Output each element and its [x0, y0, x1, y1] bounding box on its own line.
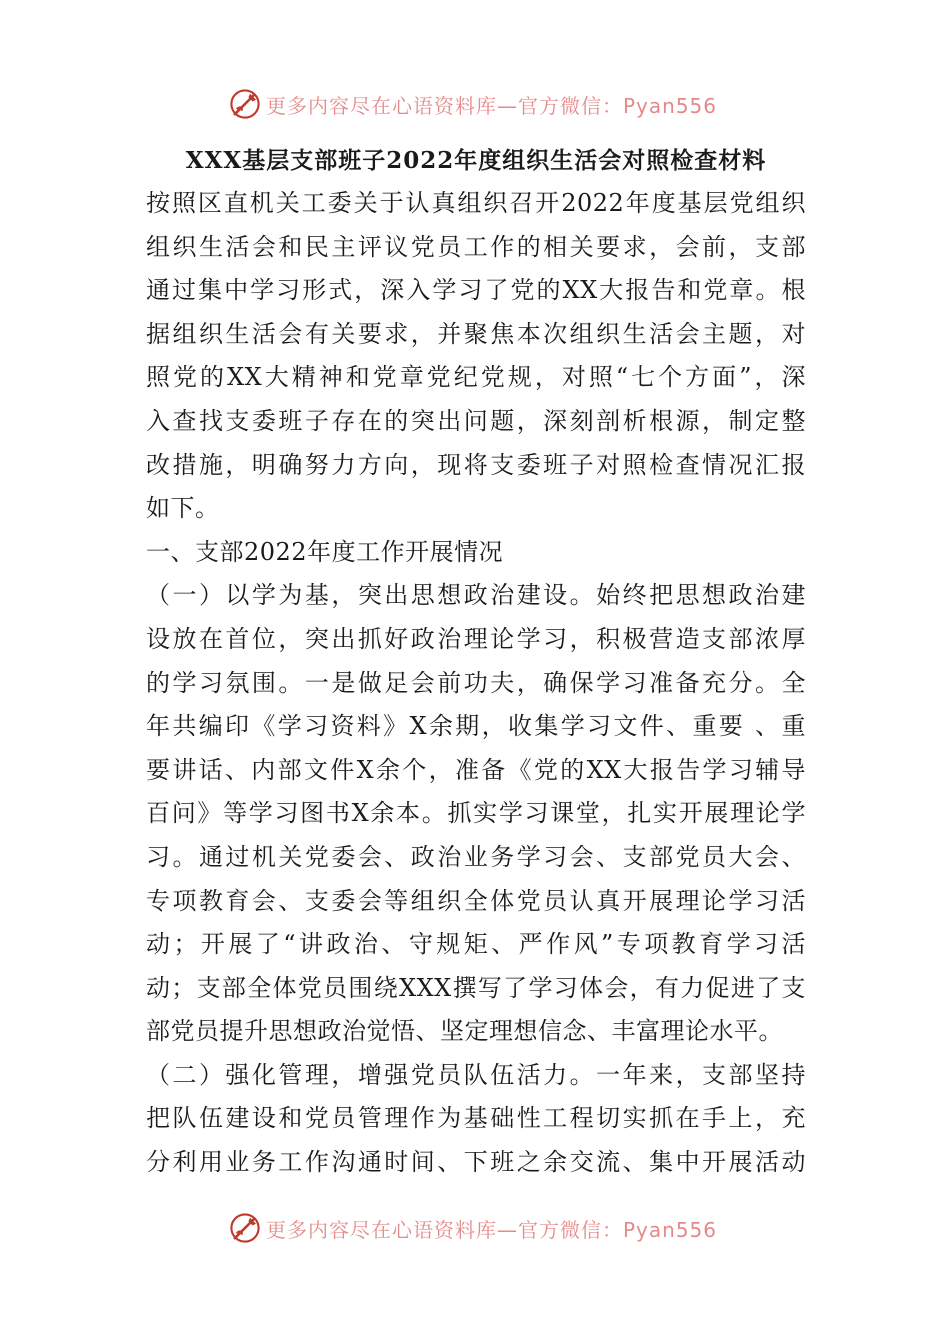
body-line: 习。通过机关党委会、政治业务学习会、支部党员大会、: [146, 842, 806, 871]
body-line: 把队伍建设和党员管理作为基础性工程切实抓在手上，充: [146, 1104, 806, 1133]
body-line: 据组织生活会有关要求，并聚焦本次组织生活会主题，对: [146, 319, 806, 348]
document-title: XXX基层支部班子2022年度组织生活会对照检查材料: [185, 147, 767, 174]
body-line: 的学习氛围。一是做足会前功夫，确保学习准备充分。全: [146, 668, 806, 697]
pen-circle-logo-icon: [228, 87, 262, 121]
body-line: 分利用业务工作沟通时间、下班之余交流、集中开展活动: [146, 1148, 806, 1177]
body-line: 如下。: [146, 494, 220, 523]
body-line: 动；支部全体党员围绕XXX撰写了学习体会，有力促进了支: [146, 973, 806, 1002]
watermark-text: 更多内容尽在心语资料库—官方微信：Pyan556: [266, 93, 718, 118]
body-line: 专项教育会、支委会等组织全体党员认真开展理论学习活: [146, 886, 806, 915]
watermark-text: 更多内容尽在心语资料库—官方微信：Pyan556: [266, 1217, 718, 1242]
body-line: 改措施，明确努力方向，现将支委班子对照检查情况汇报: [146, 450, 806, 479]
body-line: 动；开展了“讲政治、守规矩、严作风”专项教育学习活: [146, 930, 806, 959]
watermark-header: [228, 84, 717, 124]
body-line: 百问》等学习图书X余本。抓实学习课堂，扎实开展理论学: [146, 799, 806, 828]
body-line: 入查找支委班子存在的突出问题，深刻剖析根源，制定整: [146, 406, 806, 435]
document-body: [146, 182, 806, 1185]
body-line: 通过集中学习形式，深入学习了党的XX大报告和党章。根: [146, 276, 806, 305]
body-line: （二）强化管理，增强党员队伍活力。一年来，支部坚持: [146, 1060, 806, 1089]
body-line: 部党员提升思想政治觉悟、坚定理想信念、丰富理论水平。: [146, 1017, 783, 1046]
section-heading: 一、支部2022年度工作开展情况: [146, 537, 504, 566]
body-line: 照党的XX大精神和党章党纪党规，对照“七个方面”，深: [146, 363, 806, 392]
body-line: 组织生活会和民主评议党员工作的相关要求，会前，支部: [146, 232, 806, 261]
body-line: 设放在首位，突出抓好政治理论学习，积极营造支部浓厚: [146, 624, 806, 653]
body-line: （一）以学为基，突出思想政治建设。始终把思想政治建: [146, 581, 806, 610]
pen-circle-logo-icon: [228, 1211, 262, 1245]
body-line: 按照区直机关工委关于认真组织召开2022年度基层党组织: [146, 189, 806, 217]
watermark-footer: [228, 1208, 717, 1248]
body-line: 年共编印《学习资料》X余期，收集学习文件、重要 、重: [146, 712, 806, 741]
body-line: 要讲话、内部文件X余个，准备《党的XX大报告学习辅导: [146, 755, 806, 784]
